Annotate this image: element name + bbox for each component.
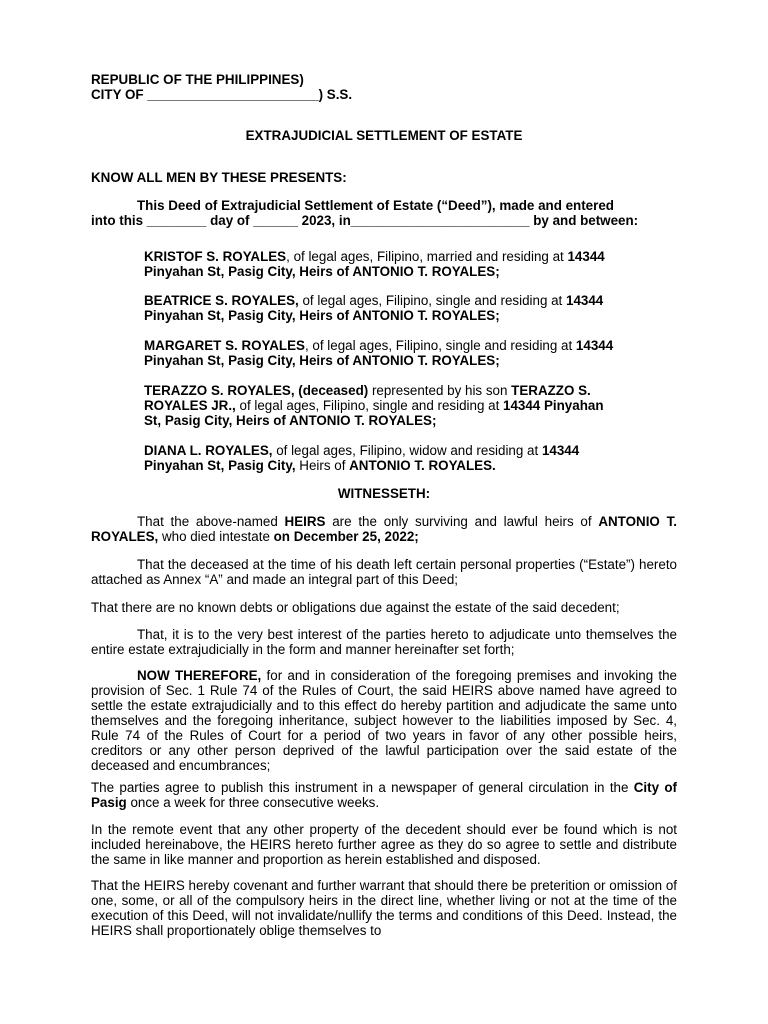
party-name: KRISTOF S. ROYALES	[144, 249, 287, 264]
party-details: of legal ages, Filipino, widow and residing at	[272, 443, 542, 458]
header-caption	[91, 72, 677, 102]
party-details: Heirs of	[295, 458, 350, 473]
text: are the only surviving and lawful heirs of	[325, 514, 599, 529]
party-name: TERAZZO S. ROYALES, (deceased)	[144, 383, 369, 398]
party-address-number: 14344	[567, 249, 605, 264]
party-address: St, Pasig City, Heirs of ANTONIO T. ROYALES;	[144, 413, 437, 428]
text: That the above-named	[137, 514, 285, 529]
party-details: of legal ages, Filipino, single and residing at	[298, 293, 566, 308]
party-terazzo	[144, 383, 677, 428]
party-address-number: 14344	[575, 338, 614, 353]
paragraph-no-debts: That there are no known debts or obligations due against the estate of the said decedent;	[91, 600, 620, 615]
witnesseth-heading: WITNESSETH:	[337, 486, 431, 501]
party-address: Pinyahan St, Pasig City, Heirs of ANTONIO T. ROYALES;	[144, 353, 500, 368]
paragraph-publication	[91, 780, 677, 810]
party-address: Pinyahan St, Pasig City,	[144, 458, 296, 473]
text: The parties agree to publish this instrument in a newspaper of general circulation in the	[91, 780, 634, 795]
party-address-number: 14344	[566, 293, 604, 308]
party-details: represented by his son	[368, 383, 512, 398]
text-bold: City of Pasig	[91, 780, 678, 810]
text: once a week for three consecutive weeks.	[126, 795, 380, 810]
text-bold: HEIRS	[284, 514, 326, 529]
text-bold: on December 25, 2022;	[273, 529, 419, 544]
representative-name-cont: ROYALES JR.,	[144, 398, 236, 413]
header-line-city: CITY OF _______________________) S.S.	[91, 87, 353, 102]
party-address-number: 14344 Pinyahan	[503, 398, 604, 413]
paragraph-heirs	[91, 514, 677, 544]
party-beatrice	[144, 293, 677, 323]
party-kristof	[144, 249, 677, 279]
text-bold: NOW THEREFORE,	[137, 668, 262, 683]
party-address: Pinyahan St, Pasig City, Heirs of ANTONIO T. ROYALES;	[144, 264, 500, 279]
intro-line-2: into this ________ day of ______ 2023, in________________________ by and between:	[91, 213, 639, 228]
text: who died intestate	[158, 529, 274, 544]
party-address-number: 14344	[541, 443, 580, 458]
paragraph-estate: That the deceased at the time of his death left certain personal properties (“Estate”) hereto attached as Annex “A” and made an integral part of this Deed;	[91, 557, 677, 587]
paragraph-now-therefore	[91, 668, 677, 773]
paragraph-preterition: That the HEIRS hereby covenant and further warrant that should there be preterition or omission of one, some, or all of the compulsory heirs in the direct line, whether living or not at the time of the execution of this Deed, will not invalidate/nullify the terms and conditions of this Deed. Instead, the HEIRS shall proportionately oblige themselves to	[91, 878, 677, 938]
document-title: EXTRAJUDICIAL SETTLEMENT OF ESTATE	[245, 128, 523, 143]
header-line-republic: REPUBLIC OF THE PHILIPPINES)	[91, 72, 304, 87]
text-bold: ANTONIO T. ROYALES,	[91, 514, 678, 544]
party-name: DIANA L. ROYALES,	[144, 443, 273, 458]
text: for and in consideration of the foregoing premises and invoking the provision of Sec. 1 Rule 74 of the Rules of Court, the said HEIRS above named have agreed to settle the estate extrajudicially and to this effect do hereby partition and adjudicate the same unto themselves and the foregoing inheritance, subject however to the liabilities imposed by Sec. 4, Rule 74 of the Rules of Court for a period of two years in favor of any other possible heirs, creditors or any other person deprived of the lawful participation over the said estate of the deceased and encumbrances;	[91, 668, 678, 773]
party-diana	[144, 443, 677, 473]
party-details: , of legal ages, Filipino, married and residing at	[286, 249, 568, 264]
party-name: BEATRICE S. ROYALES,	[144, 293, 299, 308]
party-margaret	[144, 338, 677, 368]
intro-line-1: This Deed of Extrajudicial Settlement of Estate (“Deed”), made and entered	[137, 198, 614, 213]
party-name: MARGARET S. ROYALES	[144, 338, 305, 353]
intro-paragraph	[91, 198, 677, 228]
representative-name: TERAZZO S.	[511, 383, 591, 398]
decedent-name: ANTONIO T. ROYALES.	[349, 458, 496, 473]
party-address: Pinyahan St, Pasig City, Heirs of ANTONIO T. ROYALES;	[144, 308, 500, 323]
know-all-heading: KNOW ALL MEN BY THESE PRESENTS:	[91, 170, 347, 185]
paragraph-other-property: In the remote event that any other property of the decedent should ever be found which is not included hereinabove, the HEIRS hereto further agree as they do so agree to settle and distribute the same in like manner and proportion as herein established and disposed.	[91, 822, 677, 867]
paragraph-interest: That, it is to the very best interest of the parties hereto to adjudicate unto themselves the entire estate extrajudicially in the form and manner hereinafter set forth;	[91, 627, 677, 657]
party-details: , of legal ages, Filipino, single and residing at	[304, 338, 576, 353]
party-details: of legal ages, Filipino, single and residing at	[235, 398, 504, 413]
